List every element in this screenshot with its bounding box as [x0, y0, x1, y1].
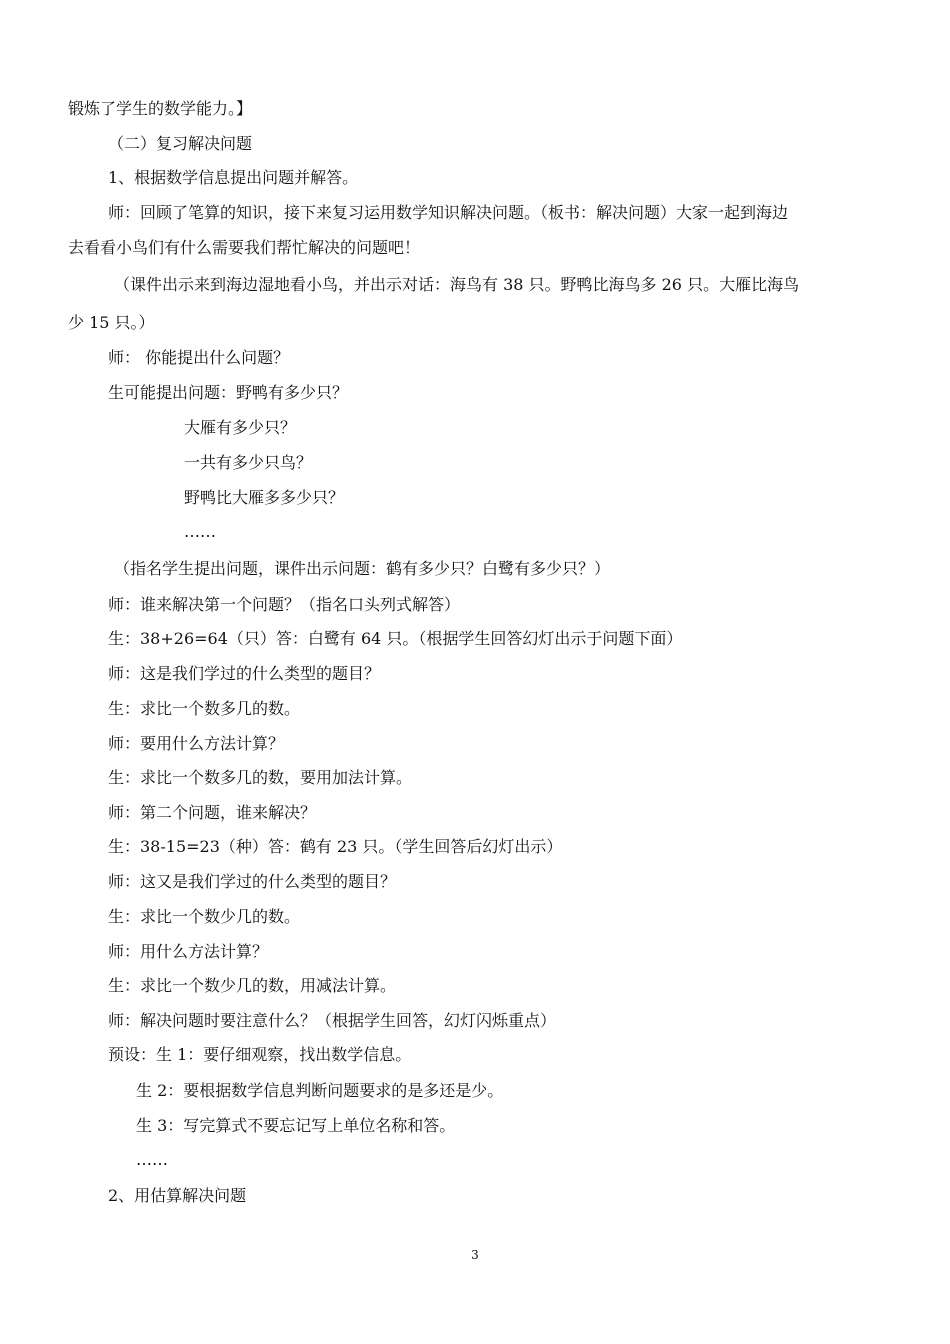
text-line: 师：要用什么方法计算？: [108, 734, 285, 753]
ellipsis-line: ……: [136, 1150, 168, 1169]
text-line: （指名学生提出问题，课件出示问题：鹤有多少只？白鹭有多少只？）: [114, 559, 611, 578]
text-line: 野鸭比大雁多多少只？: [184, 488, 345, 507]
text-line: 生：求比一个数多几的数。: [108, 699, 301, 718]
text-line: 师：用什么方法计算？: [108, 942, 269, 961]
text-line: 生 2：要根据数学信息判断问题要求的是多还是少。: [136, 1081, 504, 1100]
text-line: 生可能提出问题：野鸭有多少只？: [108, 383, 349, 402]
text-line: 师：这是我们学过的什么类型的题目？: [108, 664, 381, 683]
text-line: 师：这又是我们学过的什么类型的题目？: [108, 872, 397, 891]
text-line: 师：回顾了笔算的知识，接下来复习运用数学知识解决问题。（板书：解决问题）大家一起到海边: [108, 203, 789, 222]
text-line: 师：第二个问题，谁来解决？: [108, 803, 317, 822]
text-line: 生：38-15=23（种）答：鹤有 23 只。（学生回答后幻灯出示）: [108, 837, 563, 856]
section-heading: （二）复习解决问题: [108, 134, 253, 153]
text-line: 生：求比一个数多几的数，要用加法计算。: [108, 768, 413, 787]
text-line: 生：求比一个数少几的数，用减法计算。: [108, 976, 397, 995]
text-line: 生：38+26=64（只）答：白鹭有 64 只。（根据学生回答幻灯出示于问题下面）: [108, 629, 683, 648]
text-line: 一共有多少只鸟？: [184, 453, 313, 472]
text-line: 师：解决问题时要注意什么？（根据学生回答，幻灯闪烁重点）: [108, 1011, 557, 1030]
text-line: （课件出示来到海边湿地看小鸟，并出示对话：海鸟有 38 只。野鸭比海鸟多 26 只。大雁比海鸟: [114, 275, 800, 294]
text-line: 大雁有多少只？: [184, 418, 297, 437]
text-line: 少 15 只。）: [68, 313, 155, 332]
text-line: 生：求比一个数少几的数。: [108, 907, 301, 926]
ellipsis-line: ……: [184, 522, 216, 541]
page-number: 3: [471, 1248, 479, 1262]
text-line: 生 3：写完算式不要忘记写上单位名称和答。: [136, 1116, 456, 1135]
text-line: 去看看小鸟们有什么需要我们帮忙解决的问题吧！: [68, 238, 421, 257]
text-line: 预设：生 1：要仔细观察，找出数学信息。: [108, 1045, 412, 1064]
text-line: 锻炼了学生的数学能力。】: [68, 99, 253, 118]
subsection-heading: 2、用估算解决问题: [108, 1186, 247, 1205]
text-line: 师：谁来解决第一个问题？（指名口头列式解答）: [108, 595, 461, 614]
text-line: 师： 你能提出什么问题？: [108, 348, 290, 367]
subsection-heading: 1、根据数学信息提出问题并解答。: [108, 168, 359, 187]
